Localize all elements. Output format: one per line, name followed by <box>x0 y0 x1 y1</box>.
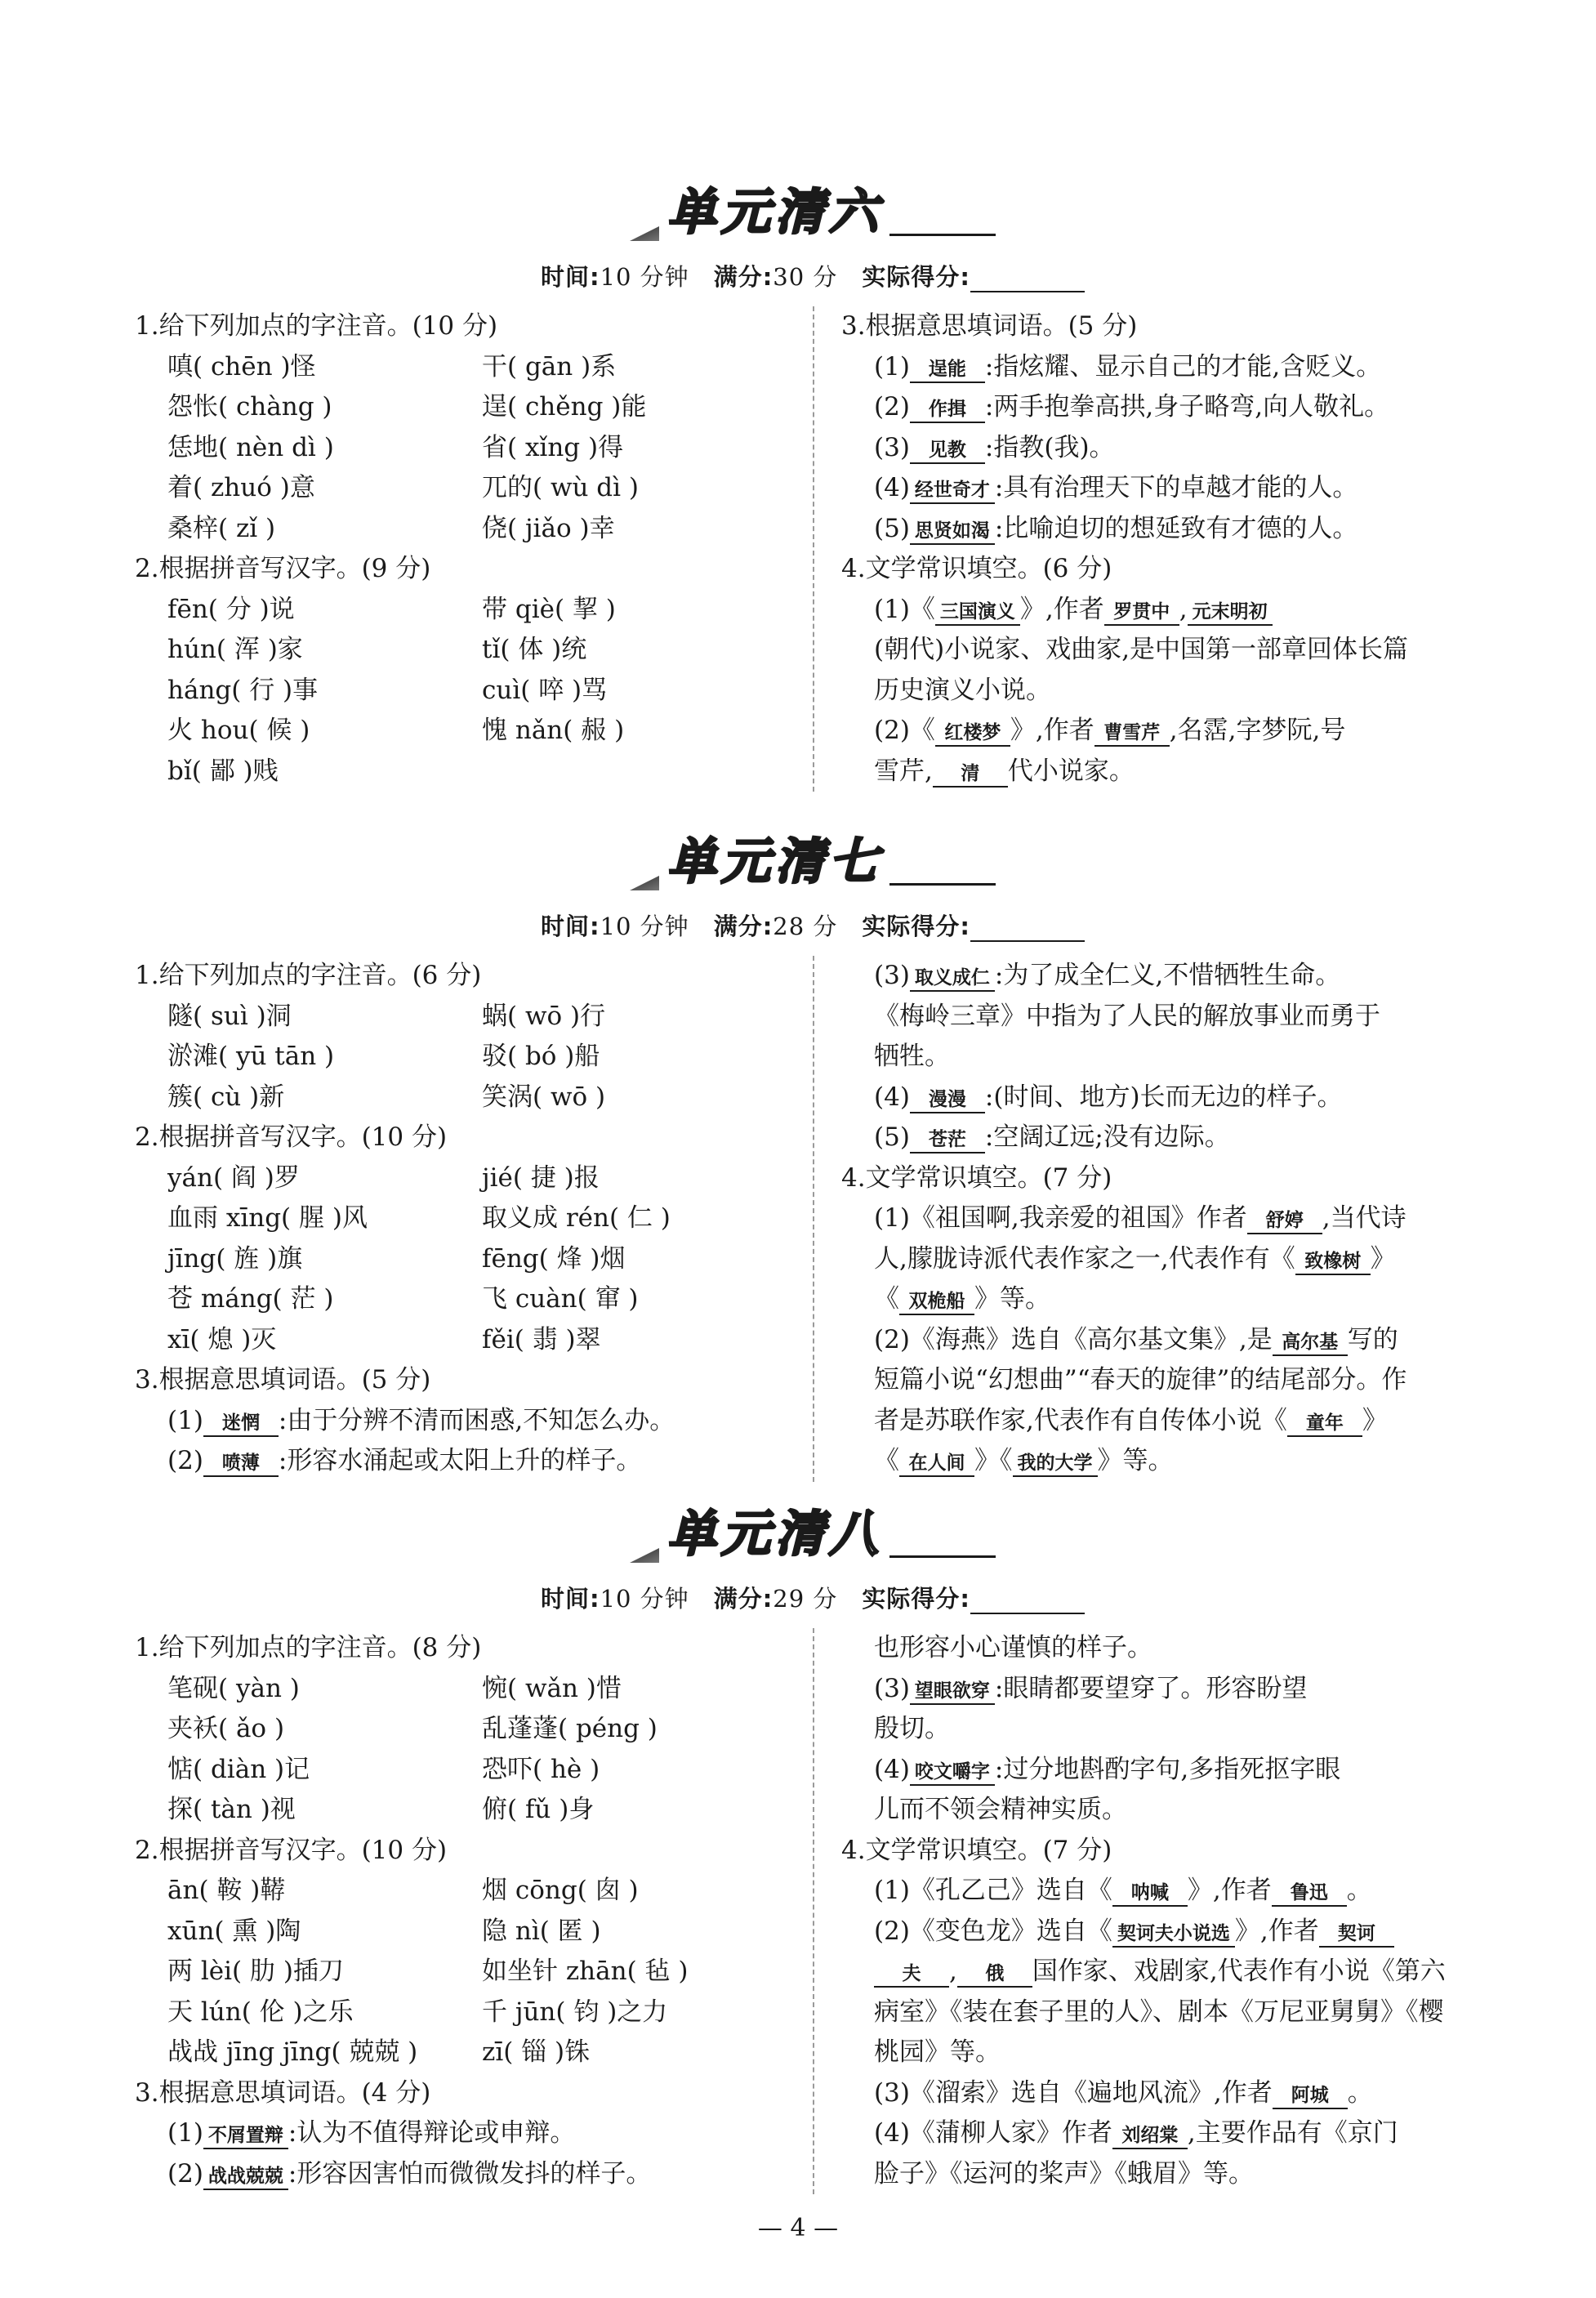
time-label: 时间: <box>540 913 600 940</box>
question-heading: 3.根据意思填词语。(5 分) <box>135 1365 431 1394</box>
answer-item: 惋( wǎn )惜 <box>482 1673 622 1703</box>
filled-answer: 夫 <box>874 1961 949 1988</box>
text-line: 脸子》《运河的桨声》《蛾眉》等。 <box>874 2158 1254 2189</box>
answer-pair-row <box>135 1037 784 1078</box>
fill-suffix: 。 <box>1347 2077 1373 2108</box>
answer-pair-row <box>135 1239 784 1280</box>
right-column <box>833 306 1491 792</box>
question-heading: 2.根据拼音写汉字。(10 分) <box>135 1122 448 1152</box>
answer-pair-row <box>135 1952 784 1992</box>
fill-prefix: (1)《祖国啊,我亲爱的祖国》作者 <box>874 1203 1247 1233</box>
answer-pair-row <box>135 1790 784 1831</box>
fill-suffix: :由于分辨不清而困惑,不知怎么办。 <box>278 1405 675 1435</box>
answer-pair-row <box>135 630 784 671</box>
answer-item: 血雨 xīng( 腥 )风 <box>167 1203 368 1233</box>
filled-answer: 曹雪芹 <box>1094 721 1170 747</box>
unit-meta <box>135 259 1491 295</box>
answer-item: 惦( diàn )记 <box>167 1754 310 1784</box>
fill-prefix: (4) <box>874 1754 910 1784</box>
fill-middle: 》《 <box>974 1446 1013 1475</box>
fill-in-line <box>841 1118 1491 1158</box>
filled-answer: 鲁迅 <box>1272 1881 1347 1907</box>
filled-answer: 元末明初 <box>1188 600 1273 626</box>
fill-in-line <box>841 1279 1491 1320</box>
filled-answer: 我的大学 <box>1013 1451 1098 1477</box>
actual-score-blank <box>970 270 1085 292</box>
text-line: 桃园》等。 <box>874 2037 1001 2067</box>
filled-answer: 望眼欲穿 <box>910 1679 995 1705</box>
question-heading: 2.根据拼音写汉字。(9 分) <box>135 554 431 583</box>
fill-in-line <box>841 1401 1491 1442</box>
fill-suffix: :为了成全仁义,不惜牺牲生命。 <box>994 961 1341 990</box>
answer-item: 苍 máng( 茫 ) <box>167 1284 334 1314</box>
fill-in-line <box>841 1912 1491 1952</box>
answer-item: 省( xǐng )得 <box>482 432 624 462</box>
left-column <box>135 956 784 1482</box>
actual-score-label: 实际得分: <box>862 1585 971 1613</box>
answer-pair-row <box>135 2033 784 2073</box>
answer-pair-row <box>135 1912 784 1952</box>
answer-item: 烟 cōng( 囱 ) <box>482 1876 639 1905</box>
unit-seven-section <box>135 817 1491 1482</box>
fill-middle: 》,作者 <box>1187 1876 1272 1905</box>
answer-item: 乱蓬蓬( péng ) <box>482 1714 658 1743</box>
answer-item: 隧( suì )洞 <box>167 1001 292 1031</box>
answer-item: tǐ( 体 )统 <box>482 635 587 664</box>
two-column-body <box>135 306 1491 792</box>
text-line: 也形容小心谨慎的样子。 <box>874 1633 1152 1662</box>
answer-item: fēn( 分 )说 <box>167 594 295 624</box>
time-value: 10 分钟 <box>600 1585 689 1613</box>
answer-pair-row <box>135 1078 784 1118</box>
answer-item: hún( 浑 )家 <box>167 635 303 664</box>
answer-pair-row <box>135 1279 784 1320</box>
fill-prefix: (2) <box>874 392 910 422</box>
answer-item: 着( zhuó )意 <box>167 473 315 502</box>
time-label: 时间: <box>540 263 600 291</box>
answer-item: 桑梓( zǐ ) <box>167 513 276 543</box>
unit-eight-section <box>135 1489 1491 2194</box>
fill-in-line <box>841 509 1491 550</box>
answer-pair-row <box>135 1320 784 1361</box>
answer-item: bǐ( 鄙 )贱 <box>167 756 279 786</box>
left-column <box>135 1628 784 2194</box>
fill-in-line <box>841 1952 1491 1992</box>
answer-item: 怨怅( chàng ) <box>167 392 332 422</box>
answer-item: 淤滩( yū tān ) <box>167 1042 335 1071</box>
answer-pair-row <box>135 1709 784 1750</box>
answer-item: 逞( chěng )能 <box>482 392 647 422</box>
fill-in-line <box>841 1669 1491 1710</box>
time-label: 时间: <box>540 1585 600 1613</box>
score-label: 满分: <box>713 913 773 940</box>
fill-in-line <box>135 1441 784 1482</box>
filled-answer: 契诃 <box>1319 1921 1394 1948</box>
answer-item: 两 lèi( 肋 )插刀 <box>167 1957 344 1986</box>
fill-middle: , <box>1179 594 1188 624</box>
fill-in-line <box>841 1441 1491 1482</box>
fill-prefix: (1)《 <box>874 594 935 624</box>
answer-item: 愧 nǎn( 赧 ) <box>482 716 625 745</box>
filled-answer: 三国演义 <box>935 600 1020 626</box>
fill-prefix: (1) <box>167 1405 203 1435</box>
answer-item: 笔砚( yàn ) <box>167 1673 300 1703</box>
fill-in-line <box>841 1239 1491 1280</box>
filled-answer: 见教 <box>910 438 985 464</box>
filled-answer: 双桅船 <box>899 1289 974 1315</box>
filled-answer: 漫漫 <box>910 1087 985 1113</box>
filled-answer: 高尔基 <box>1273 1330 1348 1356</box>
unit-title-text: 单元清八 <box>667 1506 883 1563</box>
fill-middle: 》,作者 <box>1234 1916 1319 1946</box>
fill-in-line <box>841 752 1491 792</box>
two-column-body <box>135 1628 1491 2194</box>
filled-answer: 喷薄 <box>203 1451 279 1477</box>
right-column <box>833 1628 1491 2194</box>
title-underline <box>889 1555 996 1558</box>
fill-prefix: 者是苏联作家,代表作有自传体小说《 <box>874 1405 1287 1435</box>
fill-in-line <box>841 2113 1491 2154</box>
score-value: 29 分 <box>773 1585 838 1613</box>
answer-pair-row <box>135 1871 784 1912</box>
score-label: 满分: <box>713 263 773 291</box>
answer-item: 笑涡( wō ) <box>482 1082 606 1112</box>
actual-score-label: 实际得分: <box>862 913 971 940</box>
filled-answer: 契诃夫小说选 <box>1112 1921 1235 1948</box>
filled-answer: 童年 <box>1287 1411 1362 1437</box>
fill-middle: 》等。 <box>1097 1446 1174 1475</box>
fill-in-line <box>135 2113 784 2154</box>
answer-item: 火 hou( 候 ) <box>167 716 310 745</box>
answer-item: xī( 熄 )灭 <box>167 1324 277 1354</box>
filled-answer: 思贤如渴 <box>910 519 995 545</box>
question-heading: 1.给下列加点的字注音。(8 分) <box>135 1633 482 1662</box>
fill-in-line <box>841 1320 1491 1361</box>
fill-suffix: :两手抱拳高拱,身子略弯,向人敬礼。 <box>984 392 1390 422</box>
fill-prefix: (1) <box>874 351 910 382</box>
answer-item: 战战 jīng jīng( 兢兢 ) <box>167 2037 418 2067</box>
score-label: 满分: <box>713 1585 773 1613</box>
unit-meta <box>135 908 1491 944</box>
answer-item: jié( 捷 )报 <box>482 1162 600 1193</box>
score-value: 28 分 <box>773 913 838 940</box>
fill-in-line <box>841 956 1491 997</box>
answer-item: 天 lún( 伦 )之乐 <box>167 1997 354 2027</box>
filled-answer: 阿城 <box>1273 2083 1348 2109</box>
text-line: 殷切。 <box>874 1714 950 1743</box>
filled-answer: 舒婷 <box>1247 1208 1322 1234</box>
filled-answer: 取义成仁 <box>910 966 995 992</box>
fill-suffix: :认为不值得辩论或申辩。 <box>288 2118 576 2148</box>
fill-prefix: 雪芹, <box>874 756 933 786</box>
fill-in-line <box>841 387 1491 428</box>
fill-suffix: ,当代诗 <box>1322 1203 1407 1233</box>
fill-prefix: (2) <box>167 2158 203 2189</box>
text-line: 短篇小说“幻想曲”“春天的旋律”的结尾部分。作 <box>874 1365 1407 1394</box>
answer-item: jīng( 旌 )旗 <box>167 1243 303 1274</box>
answer-pair-row <box>135 347 784 388</box>
question-heading: 4.文学常识填空。(7 分) <box>841 1835 1112 1865</box>
fill-prefix: (1)《孔乙己》选自《 <box>874 1876 1112 1905</box>
unit-title-banner <box>630 184 996 241</box>
answer-item: 驳( bó )船 <box>482 1042 600 1071</box>
fill-suffix: 写的 <box>1347 1324 1398 1354</box>
text-line: 《梅岭三章》中指为了人民的解放事业而勇于 <box>874 1001 1380 1031</box>
fill-prefix: (3) <box>874 961 910 990</box>
fill-suffix: :(时间、地方)长而无边的样子。 <box>984 1082 1343 1112</box>
fill-in-line <box>841 590 1491 631</box>
page-number: 4 <box>790 2214 806 2242</box>
question-heading: 1.给下列加点的字注音。(6 分) <box>135 961 482 990</box>
answer-item: 带 qiè( 挈 ) <box>482 594 616 624</box>
fill-prefix: (3) <box>874 432 910 462</box>
fill-prefix: 人,朦胧诗派代表作家之一,代表作有《 <box>874 1243 1295 1274</box>
fill-in-line <box>841 1750 1491 1791</box>
unit-title-banner <box>630 833 996 890</box>
answer-item: 俯( fǔ )身 <box>482 1795 595 1824</box>
two-column-body <box>135 956 1491 1482</box>
time-value: 10 分钟 <box>600 913 689 940</box>
time-value: 10 分钟 <box>600 263 689 291</box>
filled-answer: 咬文嚼字 <box>910 1760 995 1786</box>
answer-pair-row <box>135 468 784 509</box>
text-line: (朝代)小说家、戏曲家,是中国第一部章回体长篇 <box>874 635 1409 664</box>
question-heading: 4.文学常识填空。(6 分) <box>841 554 1112 583</box>
answer-pair-row <box>135 711 784 752</box>
answer-item: zī( 锱 )铢 <box>482 2037 591 2067</box>
fill-prefix: (2)《变色龙》选自《 <box>874 1916 1112 1946</box>
right-column <box>833 956 1491 1482</box>
page-footer: — 4 — <box>757 2214 839 2242</box>
fill-prefix: 《 <box>874 1446 899 1475</box>
actual-score-blank <box>970 919 1085 942</box>
fill-suffix: :眼睛都要望穿了。形容盼望 <box>994 1673 1308 1703</box>
fill-middle: , <box>949 1957 957 1986</box>
answer-item: 簇( cù )新 <box>167 1082 285 1112</box>
answer-pair-row <box>135 1158 784 1199</box>
answer-pair-row <box>135 997 784 1037</box>
filled-answer: 作揖 <box>910 397 985 423</box>
answer-pair-row <box>135 1992 784 2033</box>
fill-suffix: :形容因害怕而微微发抖的样子。 <box>288 2158 652 2189</box>
fill-middle: 》,作者 <box>1019 594 1104 624</box>
answer-item: 隐 nì( 匿 ) <box>482 1916 601 1946</box>
unit-title <box>135 167 1491 241</box>
answer-item: 侥( jiǎo )幸 <box>482 513 615 543</box>
text-line: 儿而不领会精神实质。 <box>874 1795 1127 1824</box>
question-heading: 1.给下列加点的字注音。(10 分) <box>135 311 498 341</box>
unit-meta <box>135 1581 1491 1617</box>
fill-prefix: 《 <box>874 1284 899 1314</box>
fill-in-line <box>841 347 1491 388</box>
fill-in-line <box>841 2073 1491 2114</box>
title-underline <box>889 234 996 236</box>
answer-item: ān( 鞍 )鞯 <box>167 1876 286 1905</box>
answer-pair-row <box>135 752 784 792</box>
fill-prefix: (4)《蒲柳人家》作者 <box>874 2118 1112 2148</box>
answer-pair-row <box>135 1669 784 1710</box>
fill-middle: ,名霑,字梦阮,号 <box>1169 716 1346 745</box>
fill-prefix: (1) <box>167 2118 203 2148</box>
filled-answer: 罗贯中 <box>1104 600 1179 626</box>
answer-item: fēng( 烽 )烟 <box>482 1243 626 1274</box>
fill-in-line <box>841 1871 1491 1912</box>
answer-item: 如坐针 zhān( 毡 ) <box>482 1957 689 1986</box>
filled-answer: 红楼梦 <box>935 721 1010 747</box>
fill-prefix: (4) <box>874 1082 910 1112</box>
score-value: 30 分 <box>773 263 838 291</box>
answer-pair-row <box>135 428 784 469</box>
fill-suffix: :过分地斟酌字句,多指死抠字眼 <box>994 1754 1341 1784</box>
answer-item: 兀的( wù dì ) <box>482 473 640 502</box>
fill-prefix: (4) <box>874 473 910 502</box>
unit-title-text: 单元清七 <box>667 833 883 890</box>
answer-item: xūn( 熏 )陶 <box>167 1916 301 1946</box>
fill-prefix: (2) <box>167 1446 203 1475</box>
answer-pair-row <box>135 509 784 550</box>
unit-six-section <box>135 167 1491 792</box>
answer-pair-row <box>135 387 784 428</box>
answer-item: 蜗( wō )行 <box>482 1001 606 1031</box>
fill-in-line <box>841 711 1491 752</box>
question-heading: 3.根据意思填词语。(5 分) <box>841 311 1138 341</box>
fill-suffix: :空阔辽远;没有边际。 <box>984 1122 1230 1152</box>
fill-suffix: :指教(我)。 <box>984 432 1115 462</box>
fill-suffix: ,主要作品有《京门 <box>1187 2118 1398 2148</box>
fill-in-line <box>135 1401 784 1442</box>
answer-item: 取义成 rén( 仁 ) <box>482 1203 671 1233</box>
fill-in-line <box>841 1078 1491 1118</box>
answer-item: háng( 行 )事 <box>167 675 319 705</box>
answer-item: 干( gān )系 <box>482 351 617 382</box>
fill-prefix: (3)《溜索》选自《遍地风流》,作者 <box>874 2077 1273 2108</box>
question-heading: 2.根据拼音写汉字。(10 分) <box>135 1835 448 1865</box>
answer-pair-row <box>135 671 784 712</box>
fill-suffix: :指炫耀、显示自己的才能,含贬义。 <box>984 351 1382 382</box>
title-wedge-icon <box>630 226 659 241</box>
answer-item: 探( tàn )视 <box>167 1795 296 1824</box>
fill-middle: 》,作者 <box>1010 716 1094 745</box>
filled-answer: 刘绍棠 <box>1112 2123 1188 2149</box>
answer-pair-row <box>135 1750 784 1791</box>
filled-answer: 战战兢兢 <box>203 2164 288 2190</box>
question-heading: 3.根据意思填词语。(4 分) <box>135 2077 431 2108</box>
title-underline <box>889 883 996 886</box>
fill-prefix: (3) <box>874 1673 910 1703</box>
answer-item: 嗔( chēn )怪 <box>167 351 316 382</box>
answer-item: 千 jūn( 钧 )之力 <box>482 1997 668 2027</box>
title-wedge-icon <box>630 876 659 890</box>
text-line: 病室》《装在套子里的人》、剧本《万尼亚舅舅》《樱 <box>874 1997 1444 2027</box>
filled-answer: 逞能 <box>910 357 985 383</box>
answer-item: 夹袄( ǎo ) <box>167 1714 285 1743</box>
fill-suffix: 》 <box>1370 1243 1396 1274</box>
text-line: 牺牲。 <box>874 1042 950 1071</box>
answer-item: 恁地( nèn dì ) <box>167 432 334 462</box>
unit-title-banner <box>630 1506 996 1563</box>
answer-item: 恐吓( hè ) <box>482 1754 600 1784</box>
answer-pair-row <box>135 1198 784 1239</box>
column-divider <box>813 306 814 792</box>
title-wedge-icon <box>630 1548 659 1563</box>
fill-prefix: (2)《 <box>874 716 935 745</box>
unit-title <box>135 817 1491 890</box>
filled-answer: 迷惘 <box>203 1411 279 1437</box>
answer-item: 飞 cuàn( 窜 ) <box>482 1284 639 1314</box>
fill-suffix: 》 <box>1362 1405 1388 1435</box>
unit-title <box>135 1489 1491 1563</box>
fill-suffix: :形容水涌起或太阳上升的样子。 <box>278 1446 642 1475</box>
filled-answer: 俄 <box>957 1961 1032 1988</box>
text-line: 历史演义小说。 <box>874 675 1051 705</box>
fill-prefix: (5) <box>874 1122 910 1152</box>
filled-answer: 呐喊 <box>1112 1881 1188 1907</box>
answer-pair-row <box>135 590 784 631</box>
fill-in-line <box>841 1198 1491 1239</box>
answer-item: fěi( 翡 )翠 <box>482 1324 601 1354</box>
fill-suffix: :比喻迫切的想延致有才德的人。 <box>994 513 1358 543</box>
question-heading: 4.文学常识填空。(7 分) <box>841 1162 1112 1193</box>
fill-prefix: (2)《海燕》选自《高尔基文集》,是 <box>874 1324 1273 1354</box>
fill-prefix: (5) <box>874 513 910 543</box>
fill-in-line <box>135 2154 784 2195</box>
answer-item: yán( 阎 )罗 <box>167 1162 300 1193</box>
filled-answer: 不屑置辩 <box>203 2123 288 2149</box>
fill-in-line <box>841 468 1491 509</box>
fill-suffix: :具有治理天下的卓越才能的人。 <box>994 473 1358 502</box>
fill-middle: 国作家、戏剧家,代表作有小说《第六 <box>1032 1957 1446 1986</box>
left-column <box>135 306 784 792</box>
filled-answer: 清 <box>933 761 1008 788</box>
filled-answer: 在人间 <box>899 1451 974 1477</box>
filled-answer: 苍茫 <box>910 1127 985 1153</box>
fill-suffix: 代小说家。 <box>1007 756 1135 786</box>
actual-score-label: 实际得分: <box>862 263 971 291</box>
fill-in-line <box>841 428 1491 469</box>
answer-item: cuì( 啐 )骂 <box>482 675 608 705</box>
filled-answer: 致橡树 <box>1295 1249 1371 1275</box>
filled-answer: 经世奇才 <box>910 478 995 504</box>
column-divider <box>813 956 814 1482</box>
fill-suffix: 》等。 <box>974 1284 1050 1314</box>
fill-middle: 。 <box>1346 1876 1372 1905</box>
unit-title-text: 单元清六 <box>667 184 883 241</box>
column-divider <box>813 1628 814 2194</box>
actual-score-blank <box>970 1591 1085 1614</box>
